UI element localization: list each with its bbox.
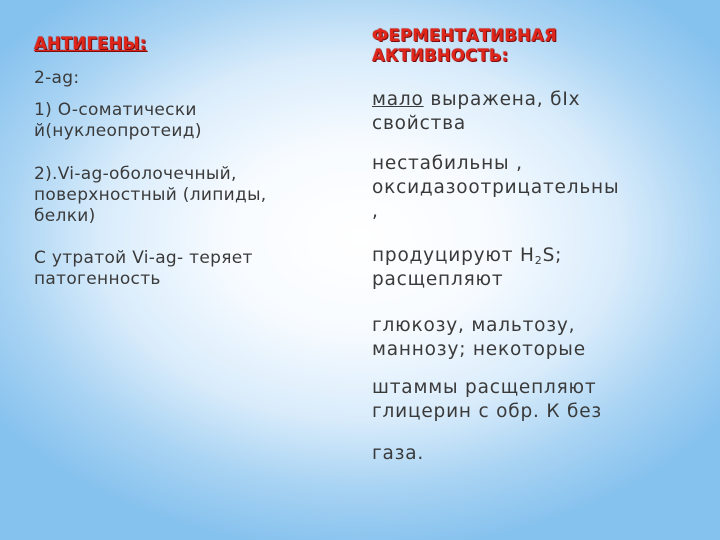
underlined-word: мало [372, 89, 424, 110]
activity-text-4: глюкозу, мальтозу, маннозу; некоторые [372, 315, 586, 360]
activity-text-5: штаммы расщепляют глицерин с обр. К без [372, 377, 603, 422]
activity-text-6: газа. [372, 443, 425, 464]
antigens-count: 2-ag: [34, 68, 80, 88]
enzymatic-activity-heading: ФЕРМЕНТАТИВНАЯ АКТИВНОСТЬ: [372, 26, 557, 65]
vi-antigen-text: 2).Vi-ag-оболочечный, поверхностный (липиды, белки) [34, 164, 267, 226]
vi-loss-text: С утратой Vi-ag- теряет патогенность [34, 248, 253, 289]
activity-text-1: мало выражена, бIх свойства [372, 89, 581, 134]
o-antigen-text: 1) O-соматически й(нуклеопротеид) [34, 100, 202, 141]
activity-text-2: нестабильны , оксидазоотрицательны , [372, 153, 620, 222]
antigens-heading: АНТИГЕНЫ: [34, 34, 147, 53]
activity-text-3: продуцируют $H_2S$; расщепляют [372, 245, 563, 290]
